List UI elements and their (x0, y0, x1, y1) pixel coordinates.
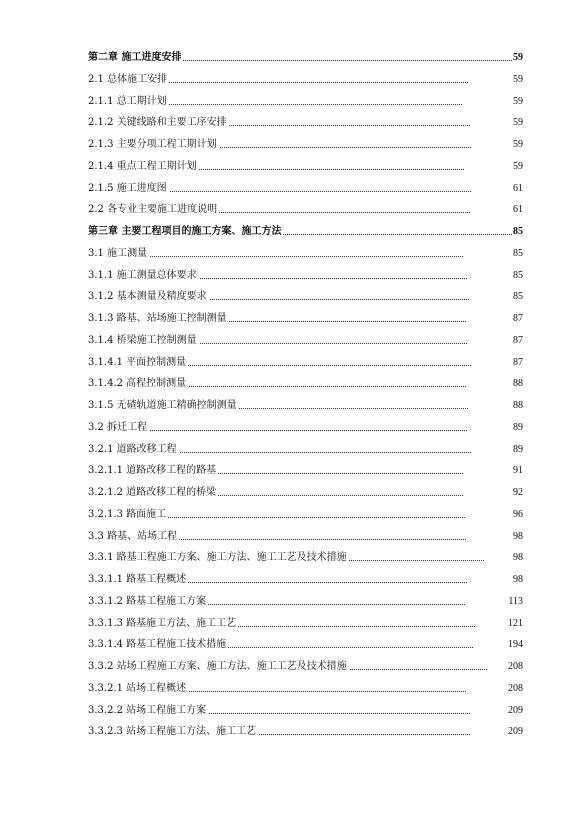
toc-entry-title: 3.1.4.1 平面控制测量 (88, 353, 188, 373)
toc-entry-title: 3.3.2 站场工程施工方案、施工方法、施工工艺及技术措施 (88, 657, 349, 677)
toc-entry-title: 3.1.2 基本测量及精度要求 (88, 287, 209, 307)
toc-page-number: 208 (508, 661, 523, 672)
toc-page-number: 59 (513, 52, 523, 63)
toc-entry-title: 3.3 路基、站场工程 (88, 527, 179, 547)
toc-entry[interactable] (0, 504, 580, 526)
toc-entry[interactable] (0, 156, 580, 178)
toc-entry[interactable] (0, 482, 580, 504)
toc-entry[interactable] (0, 569, 580, 591)
toc-entry[interactable] (0, 613, 580, 635)
toc-page-number: 89 (513, 421, 523, 433)
toc-entry-title: 3.1 施工测量 (88, 244, 149, 264)
toc-entry-title: 3.3.2.2 站场工程施工方案 (88, 701, 208, 721)
toc-entry-title: 3.3.1.2 路基工程施工方案 (88, 592, 208, 612)
toc-entry[interactable] (0, 134, 580, 156)
toc-page-number: 209 (508, 726, 523, 738)
toc-entry[interactable] (0, 352, 580, 374)
toc-entry[interactable] (0, 591, 580, 613)
toc-page-number: 194 (508, 639, 523, 651)
toc-page-number: 85 (513, 226, 523, 237)
toc-page-number: 61 (513, 204, 523, 216)
toc-entry-title: 3.1.3 路基、站场施工控制测量 (88, 309, 229, 329)
toc-page-number: 61 (513, 182, 523, 194)
toc-entry-title: 2.1.5 施工进度图 (88, 179, 169, 199)
toc-page-number: 113 (508, 595, 523, 607)
toc-entry-title: 3.3.1 路基工程施工方案、施工方法、施工工艺及技术措施 (88, 548, 349, 568)
toc-page-number: 59 (513, 160, 523, 172)
toc-entry-title: 3.2.1.3 路面施工 (88, 505, 168, 525)
toc-page-number: 85 (513, 269, 523, 281)
toc-entry-title: 2.1.1 总工期计划 (88, 92, 169, 112)
toc-page-number: 209 (508, 704, 523, 716)
toc-page-number: 98 (513, 574, 523, 585)
toc-page-number: 59 (513, 95, 523, 107)
toc-page-number: 87 (513, 356, 523, 368)
toc-entry[interactable] (0, 330, 580, 352)
toc-entry-title: 3.3.2.3 站场工程施工方法、施工工艺 (88, 722, 258, 742)
toc-entry-title: 第三章 主要工程项目的施工方案、施工方法 (88, 222, 283, 242)
toc-entry-title: 3.2.1.1 道路改移工程的路基 (88, 461, 218, 481)
toc-entry-title: 第二章 施工进度安排 (88, 48, 183, 68)
toc-entry[interactable] (0, 634, 580, 656)
toc-page-number: 98 (513, 552, 523, 564)
toc-entry[interactable] (0, 243, 580, 265)
toc-entry-title: 3.1.4 桥梁施工控制测量 (88, 331, 199, 351)
toc-entry-title: 2.1.3 主要分项工程工期计划 (88, 135, 219, 155)
toc-entry-title: 3.1.5 无碴轨道施工精确控制测量 (88, 396, 239, 416)
toc-entry-title: 3.1.4.2 高程控制测量 (88, 374, 188, 394)
toc-entry-title: 2.1.4 重点工程工期计划 (88, 157, 199, 177)
toc-entry-title: 3.3.1.3 路基施工方法、施工工艺 (88, 614, 238, 634)
toc-page-number: 85 (513, 291, 523, 303)
toc-entry[interactable] (0, 91, 580, 113)
toc-entry[interactable] (0, 678, 580, 700)
toc-entry[interactable] (0, 199, 580, 221)
toc-entry-title: 3.1.1 施工测量总体要求 (88, 266, 199, 286)
toc-entry[interactable] (0, 308, 580, 330)
toc-entry[interactable] (0, 439, 580, 461)
toc-entry[interactable] (0, 373, 580, 395)
toc-page-number: 96 (513, 508, 523, 520)
toc-page-number: 88 (513, 378, 523, 390)
toc-entry-title: 2.1.2 关键线路和主要工序安排 (88, 113, 229, 133)
toc-page-number: 92 (513, 487, 523, 498)
toc-entry-title: 2.2 各专业主要施工进度说明 (88, 200, 219, 220)
toc-entry[interactable] (0, 395, 580, 417)
toc-entry[interactable] (0, 265, 580, 287)
toc-page-number: 59 (513, 117, 523, 129)
toc-entry[interactable] (0, 112, 580, 134)
toc-page-number: 59 (513, 139, 523, 150)
toc-entry[interactable] (0, 69, 580, 91)
toc-entry[interactable] (0, 656, 580, 678)
toc-entry-title: 3.3.1.1 路基工程概述 (88, 570, 188, 590)
toc-page-number: 89 (513, 443, 523, 455)
toc-page-number: 208 (508, 682, 523, 694)
toc-page-number: 87 (513, 334, 523, 346)
table-of-contents (0, 47, 580, 743)
toc-page-number: 91 (513, 465, 523, 477)
toc-page-number: 87 (513, 313, 523, 324)
toc-entry[interactable] (0, 526, 580, 548)
toc-entry-title: 3.2.1.2 道路改移工程的桥梁 (88, 483, 218, 503)
toc-entry[interactable] (0, 178, 580, 200)
toc-entry-title: 3.3.2.1 站场工程概述 (88, 679, 188, 699)
toc-entry-title: 3.2 拆迁工程 (88, 418, 149, 438)
toc-entry[interactable] (0, 700, 580, 722)
toc-entry-title: 2.1 总体施工安排 (88, 70, 169, 90)
toc-entry[interactable] (0, 286, 580, 308)
toc-page-number: 88 (513, 400, 523, 411)
toc-entry[interactable] (0, 417, 580, 439)
toc-entry-title: 3.3.1.4 路基工程施工技术措施 (88, 635, 228, 655)
toc-page-number: 59 (513, 73, 523, 85)
toc-entry[interactable] (0, 460, 580, 482)
toc-page-number: 98 (513, 530, 523, 542)
toc-page-number: 85 (513, 247, 523, 259)
toc-entry-title: 3.2.1 道路改移工程 (88, 440, 179, 460)
toc-entry[interactable] (0, 721, 580, 743)
toc-chapter-entry[interactable] (0, 221, 580, 243)
toc-entry[interactable] (0, 547, 580, 569)
toc-page-number: 121 (508, 617, 523, 629)
toc-chapter-entry[interactable] (0, 47, 580, 69)
